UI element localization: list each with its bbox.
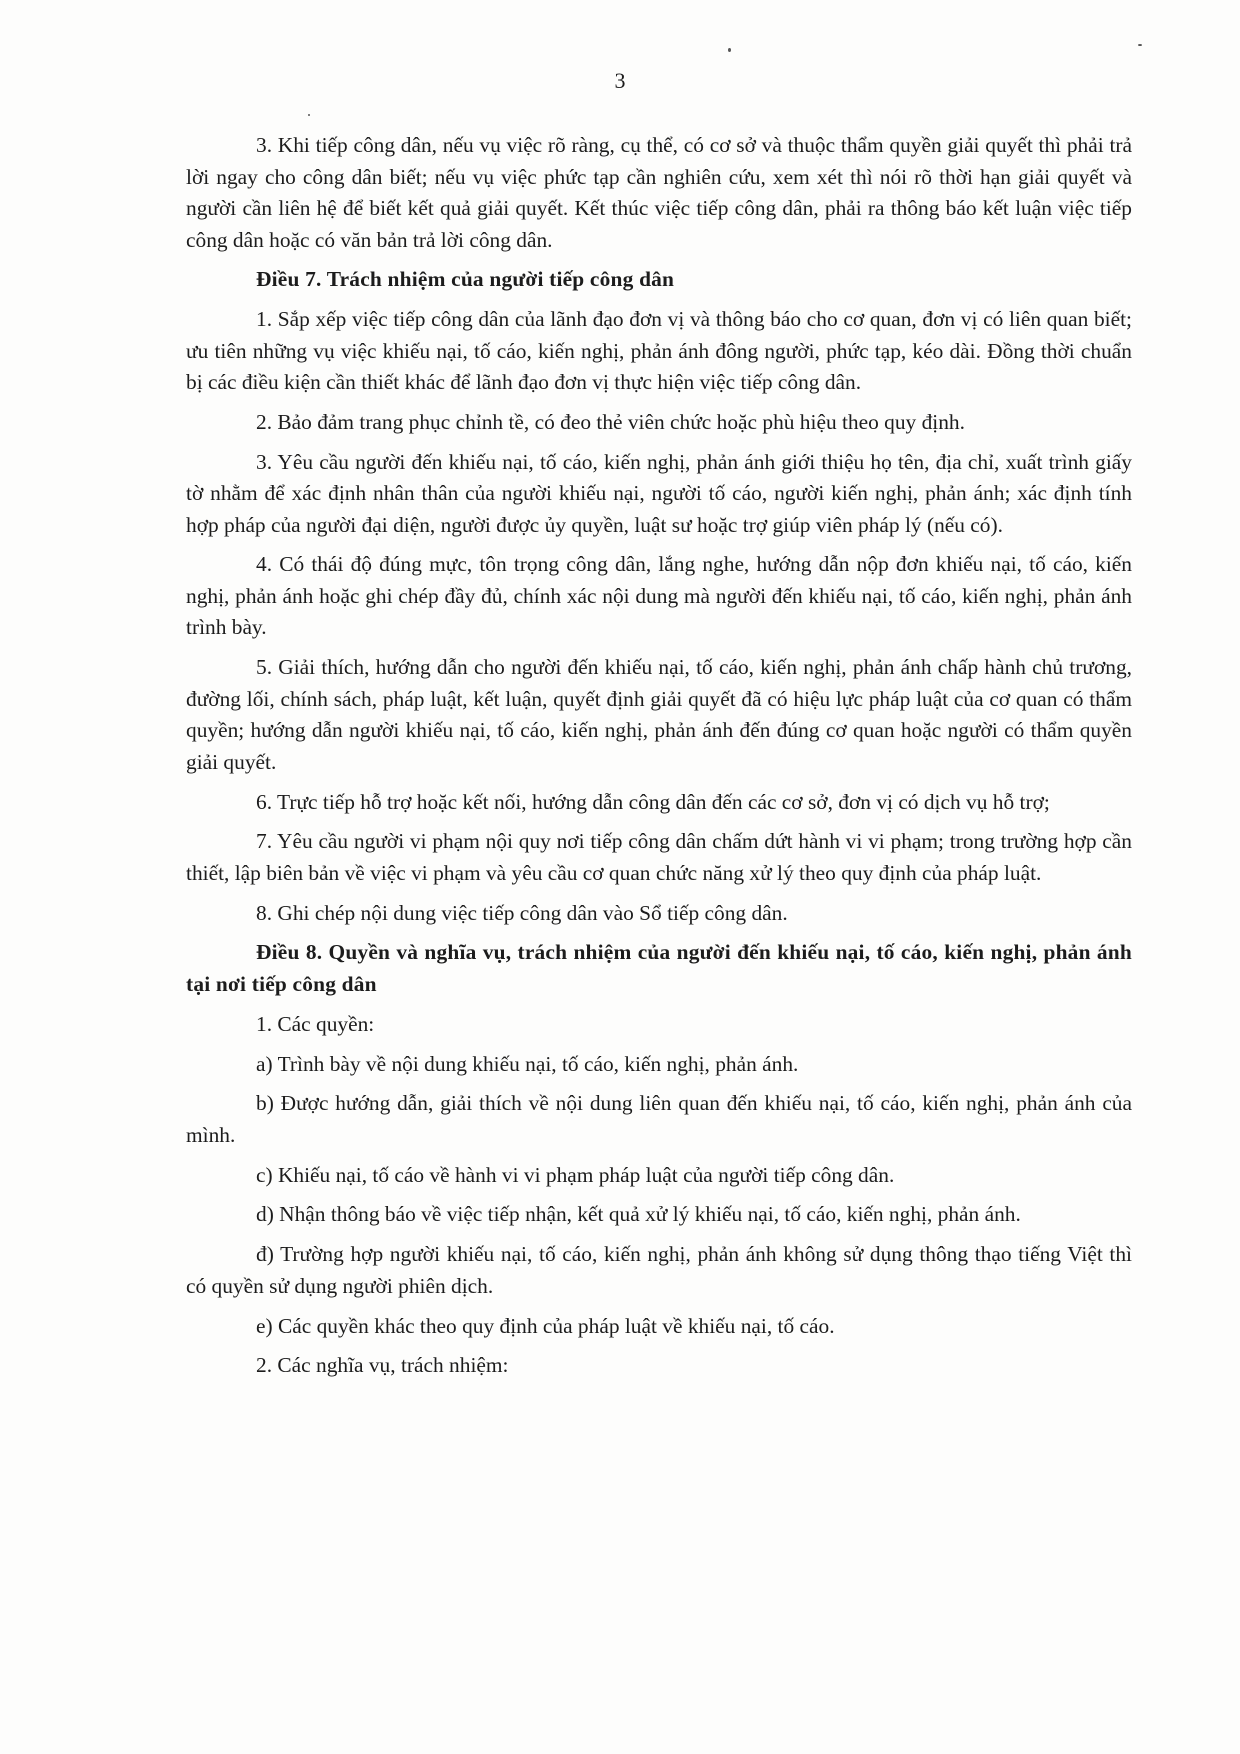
paragraph-art8-item1c: c) Khiếu nại, tố cáo về hành vi vi phạm pháp luật của người tiếp công dân. xyxy=(256,1162,895,1187)
paragraph-art7-item5: 5. Giải thích, hướng dẫn cho người đến khiếu nại, tố cáo, kiến nghị, phản ánh chấp hành chủ trương, đường lối, chính sách, pháp luật, kết luận, quyết định giải quyết đã có hiệu lực pháp luật của cơ quan có thẩm quyền; hướng dẫn người khiếu nại, tố cáo, kiến nghị, phản ánh đến đúng cơ quan hoặc người có thẩm quyền giải quyết. xyxy=(186,655,1132,774)
scan-speck xyxy=(728,48,731,52)
paragraph-art7-item7: 7. Yêu cầu người vi phạm nội quy nơi tiếp công dân chấm dứt hành vi vi phạm; trong trường hợp cần thiết, lập biên bản về việc vi phạm và yêu cầu cơ quan chức năng xử lý theo quy định của pháp luật. xyxy=(186,829,1132,885)
paragraph-art7-item1: 1. Sắp xếp việc tiếp công dân của lãnh đạo đơn vị và thông báo cho cơ quan, đơn vị có liên quan biết; ưu tiên những vụ việc khiếu nại, tố cáo, kiến nghị, phản ánh đông người, phức tạp, kéo dài. Đồng thời chuẩn bị các điều kiện cần thiết khác để lãnh đạo đơn vị thực hiện việc tiếp công dân. xyxy=(186,307,1132,395)
paragraph-art8-item1b: b) Được hướng dẫn, giải thích về nội dung liên quan đến khiếu nại, tố cáo, kiến nghị, phản ánh của mình. xyxy=(186,1091,1132,1147)
article-8-heading: Điều 8. Quyền và nghĩa vụ, trách nhiệm của người đến khiếu nại, tố cáo, kiến nghị, phản ánh tại nơi tiếp công dân xyxy=(186,940,1132,996)
paragraph-art8-item1a: a) Trình bày về nội dung khiếu nại, tố cáo, kiến nghị, phản ánh. xyxy=(256,1051,799,1076)
paragraph-art8-item2: 2. Các nghĩa vụ, trách nhiệm: xyxy=(256,1353,509,1378)
scan-speck xyxy=(308,114,310,116)
article-7-heading: Điều 7. Trách nhiệm của người tiếp công dân xyxy=(256,267,675,292)
paragraph-art8-item1d: d) Nhận thông báo về việc tiếp nhận, kết quả xử lý khiếu nại, tố cáo, kiến nghị, phản ánh. xyxy=(256,1202,1021,1227)
paragraph-art8-item1dd: đ) Trường hợp người khiếu nại, tố cáo, kiến nghị, phản ánh không sử dụng thông thạo tiếng Việt thì có quyền sử dụng người phiên dịch. xyxy=(186,1242,1132,1298)
document-body xyxy=(186,130,1132,1390)
paragraph-art8-item1e: e) Các quyền khác theo quy định của pháp luật về khiếu nại, tố cáo. xyxy=(256,1313,835,1338)
paragraph-art7-item2: 2. Bảo đảm trang phục chỉnh tề, có đeo thẻ viên chức hoặc phù hiệu theo quy định. xyxy=(256,409,965,434)
paragraph-art8-item1: 1. Các quyền: xyxy=(256,1011,375,1036)
paragraph-art7-item6: 6. Trực tiếp hỗ trợ hoặc kết nối, hướng dẫn công dân đến các cơ sở, đơn vị có dịch vụ hỗ trợ; xyxy=(256,789,1050,814)
paragraph-art7-item3: 3. Yêu cầu người đến khiếu nại, tố cáo, kiến nghị, phản ánh giới thiệu họ tên, địa chỉ, xuất trình giấy tờ nhằm để xác định nhân thân của người khiếu nại, người tố cáo, người kiến nghị, phản ánh; xác định tính hợp pháp của người đại diện, người được ủy quyền, luật sư hoặc trợ giúp viên pháp lý (nếu có). xyxy=(186,449,1132,537)
paragraph-art7-item4: 4. Có thái độ đúng mực, tôn trọng công dân, lắng nghe, hướng dẫn nộp đơn khiếu nại, tố cáo, kiến nghị, phản ánh hoặc ghi chép đầy đủ, chính xác nội dung mà người đến khiếu nại, tố cáo, kiến nghị, phản ánh trình bày. xyxy=(186,552,1132,640)
page-number: 3 xyxy=(614,68,626,93)
paragraph-art6-item3: 3. Khi tiếp công dân, nếu vụ việc rõ ràng, cụ thể, có cơ sở và thuộc thẩm quyền giải quyết thì phải trả lời ngay cho công dân biết; nếu vụ việc phức tạp cần nghiên cứu, xem xét thì nói rõ thời hạn giải quyết và người cần liên hệ để biết kết quả giải quyết. Kết thúc việc tiếp công dân, phải ra thông báo kết luận việc tiếp công dân hoặc có văn bản trả lời công dân. xyxy=(186,133,1132,252)
scan-speck xyxy=(1138,44,1142,46)
paragraph-art7-item8: 8. Ghi chép nội dung việc tiếp công dân vào Sổ tiếp công dân. xyxy=(256,900,788,925)
